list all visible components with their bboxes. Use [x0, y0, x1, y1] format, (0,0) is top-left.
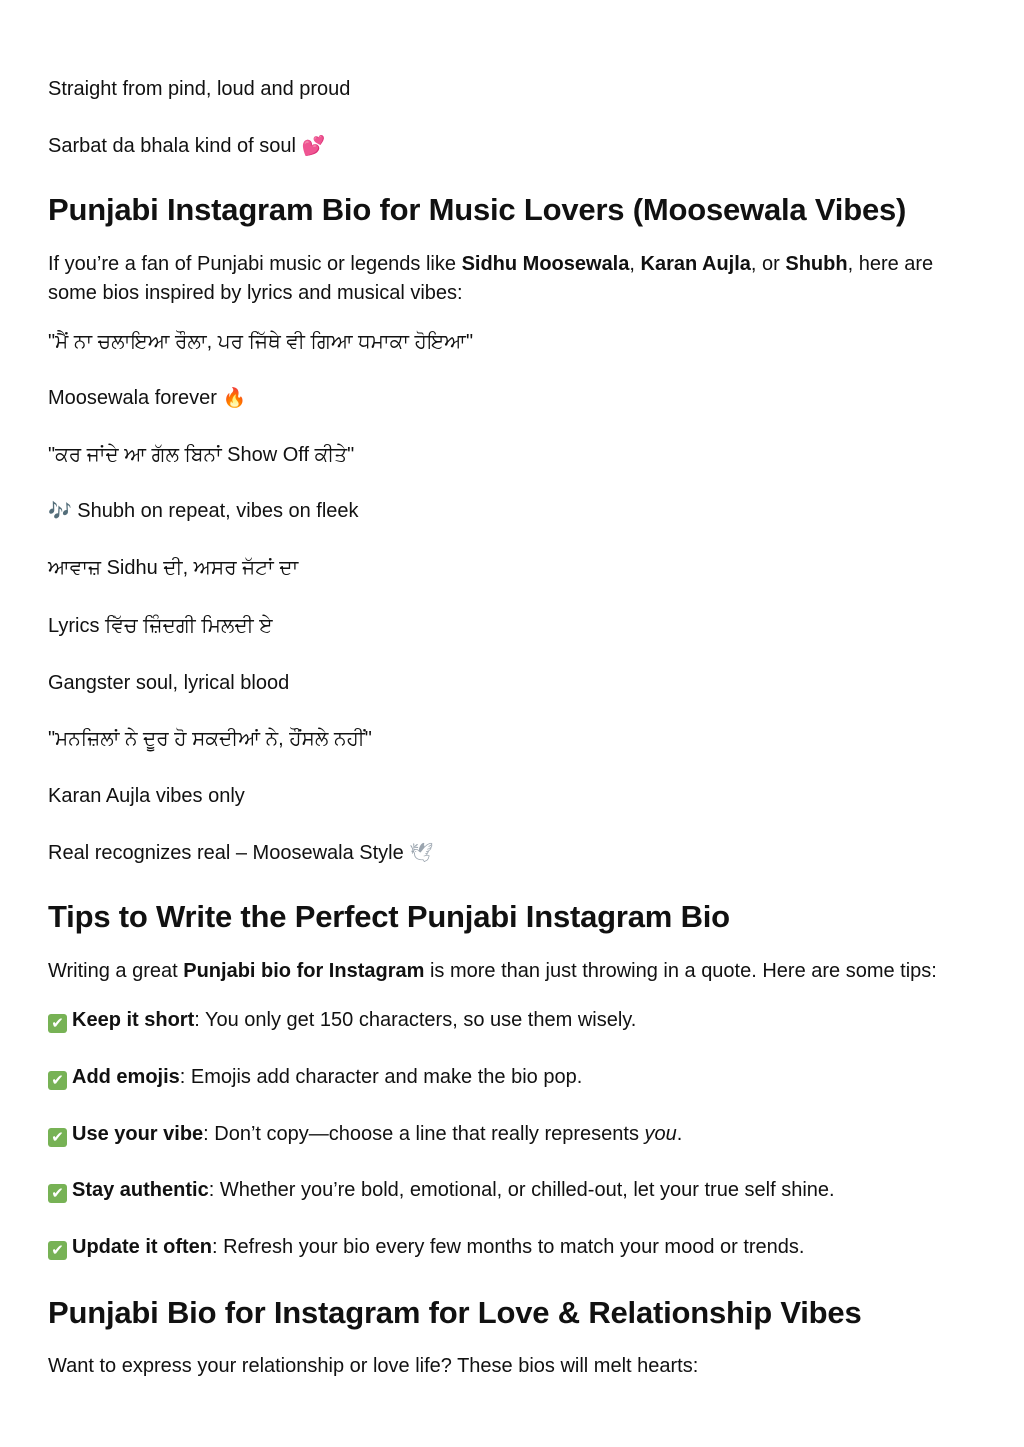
intro-line-text: Sarbat da bhala kind of soul [48, 135, 296, 157]
check-mark-button-icon: ✔ [48, 1128, 67, 1147]
intro-prefix: If you’re a fan of Punjabi music or legends like [48, 253, 462, 275]
bio-text: Moosewala forever [48, 387, 217, 409]
tip-text: : Emojis add character and make the bio pop. [179, 1066, 583, 1088]
bio-line [48, 782, 245, 810]
intro-line-text: Straight from pind, loud and proud [48, 78, 351, 100]
artist-name: Sidhu Moosewala [461, 253, 630, 275]
bio-text: Gangster soul, lyrical blood [48, 672, 290, 694]
check-mark-button-icon: ✔ [48, 1014, 67, 1033]
bio-text: ਆਵਾਜ਼ Sidhu ਦੀ, ਅਸਰ ਜੱਟਾਂ ਦਾ [48, 557, 299, 579]
fire-icon: 🔥 [222, 387, 247, 409]
tip-item [48, 1063, 582, 1091]
bio-line [48, 839, 433, 867]
check-mark-button-icon: ✔ [48, 1241, 67, 1260]
bio-line [48, 328, 473, 356]
intro-separator: , or [750, 253, 786, 275]
bio-text: Karan Aujla vibes only [48, 785, 245, 807]
intro-separator: , [629, 253, 641, 275]
check-mark-button-icon: ✔ [48, 1184, 67, 1203]
intro-suffix: is more than just throwing in a quote. Here are some tips: [424, 960, 937, 982]
bio-line [48, 554, 298, 582]
tip-title: Add emojis [72, 1066, 180, 1088]
tip-title: Update it often [72, 1236, 212, 1258]
bio-text: "ਕਰ ਜਾਂਦੇ ਆ ਗੱਲ ਬਿਨਾਂ Show Off ਕੀਤੇ" [48, 444, 355, 466]
bio-line [48, 441, 354, 469]
tip-item [48, 1120, 682, 1148]
tip-text: : Whether you’re bold, emotional, or chilled-out, let your true self shine. [208, 1179, 835, 1201]
tip-emphasis: you [644, 1123, 677, 1145]
intro-prefix: Writing a great [48, 960, 184, 982]
music-section-intro [48, 250, 978, 308]
bio-text: Shubh on repeat, vibes on fleek [77, 500, 359, 522]
tip-text: : You only get 150 characters, so use them wisely. [194, 1009, 637, 1031]
bio-text: "ਮਨਜ਼ਿਲਾਂ ਨੇ ਦੂਰ ਹੋ ਸਕਦੀਆਂ ਨੇ, ਹੌਂਸਲੇ ਨਹੀਂ" [48, 728, 372, 750]
music-section-heading: Punjabi Instagram Bio for Music Lovers (Moosewala Vibes) [48, 192, 907, 227]
tip-text: : Refresh your bio every few months to match your mood or trends. [212, 1236, 805, 1258]
bio-text: Lyrics ਵਿੱਚ ਜ਼ਿੰਦਗੀ ਮਿਲਦੀ ਏ [48, 615, 273, 637]
bio-line [48, 612, 273, 640]
tip-title: Stay authentic [72, 1179, 209, 1201]
love-section-heading: Punjabi Bio for Instagram for Love & Relationship Vibes [48, 1295, 862, 1330]
tip-title: Use your vibe [72, 1123, 204, 1145]
dove-icon: 🕊 [409, 842, 434, 864]
tip-text-end: . [676, 1123, 683, 1145]
tips-section-heading: Tips to Write the Perfect Punjabi Instagram Bio [48, 899, 730, 934]
tip-title: Keep it short [72, 1009, 195, 1031]
bio-line [48, 725, 372, 753]
tips-section-intro [48, 957, 937, 985]
tip-item [48, 1176, 835, 1204]
bio-text: "ਮੈਂ ਨਾ ਚਲਾਇਆ ਰੌਲਾ, ਪਰ ਜਿੱਥੇ ਵੀ ਗਿਆ ਧਮਾਕਾ ਹੋਇਆ" [48, 331, 474, 353]
tip-item [48, 1006, 636, 1034]
musical-notes-icon: 🎶 [48, 500, 72, 522]
intro-line [48, 75, 350, 103]
intro-line [48, 132, 325, 160]
check-mark-button-icon: ✔ [48, 1071, 67, 1090]
two-hearts-icon: 💕 [301, 135, 326, 157]
intro-bold-phrase: Punjabi bio for Instagram [183, 960, 425, 982]
bio-line [48, 497, 359, 525]
tip-item [48, 1233, 804, 1261]
tip-text: : Don’t copy—choose a line that really represents [203, 1123, 645, 1145]
artist-name: Shubh [785, 253, 848, 275]
bio-line [48, 384, 246, 412]
intro-suffix: , here are some bios inspired by lyrics and musical vibes: [48, 253, 934, 304]
artist-name: Karan Aujla [640, 253, 751, 275]
bio-text: Real recognizes real – Moosewala Style [48, 842, 404, 864]
bio-line [48, 669, 289, 697]
love-section-intro: Want to express your relationship or love life? These bios will melt hearts: [48, 1355, 699, 1377]
